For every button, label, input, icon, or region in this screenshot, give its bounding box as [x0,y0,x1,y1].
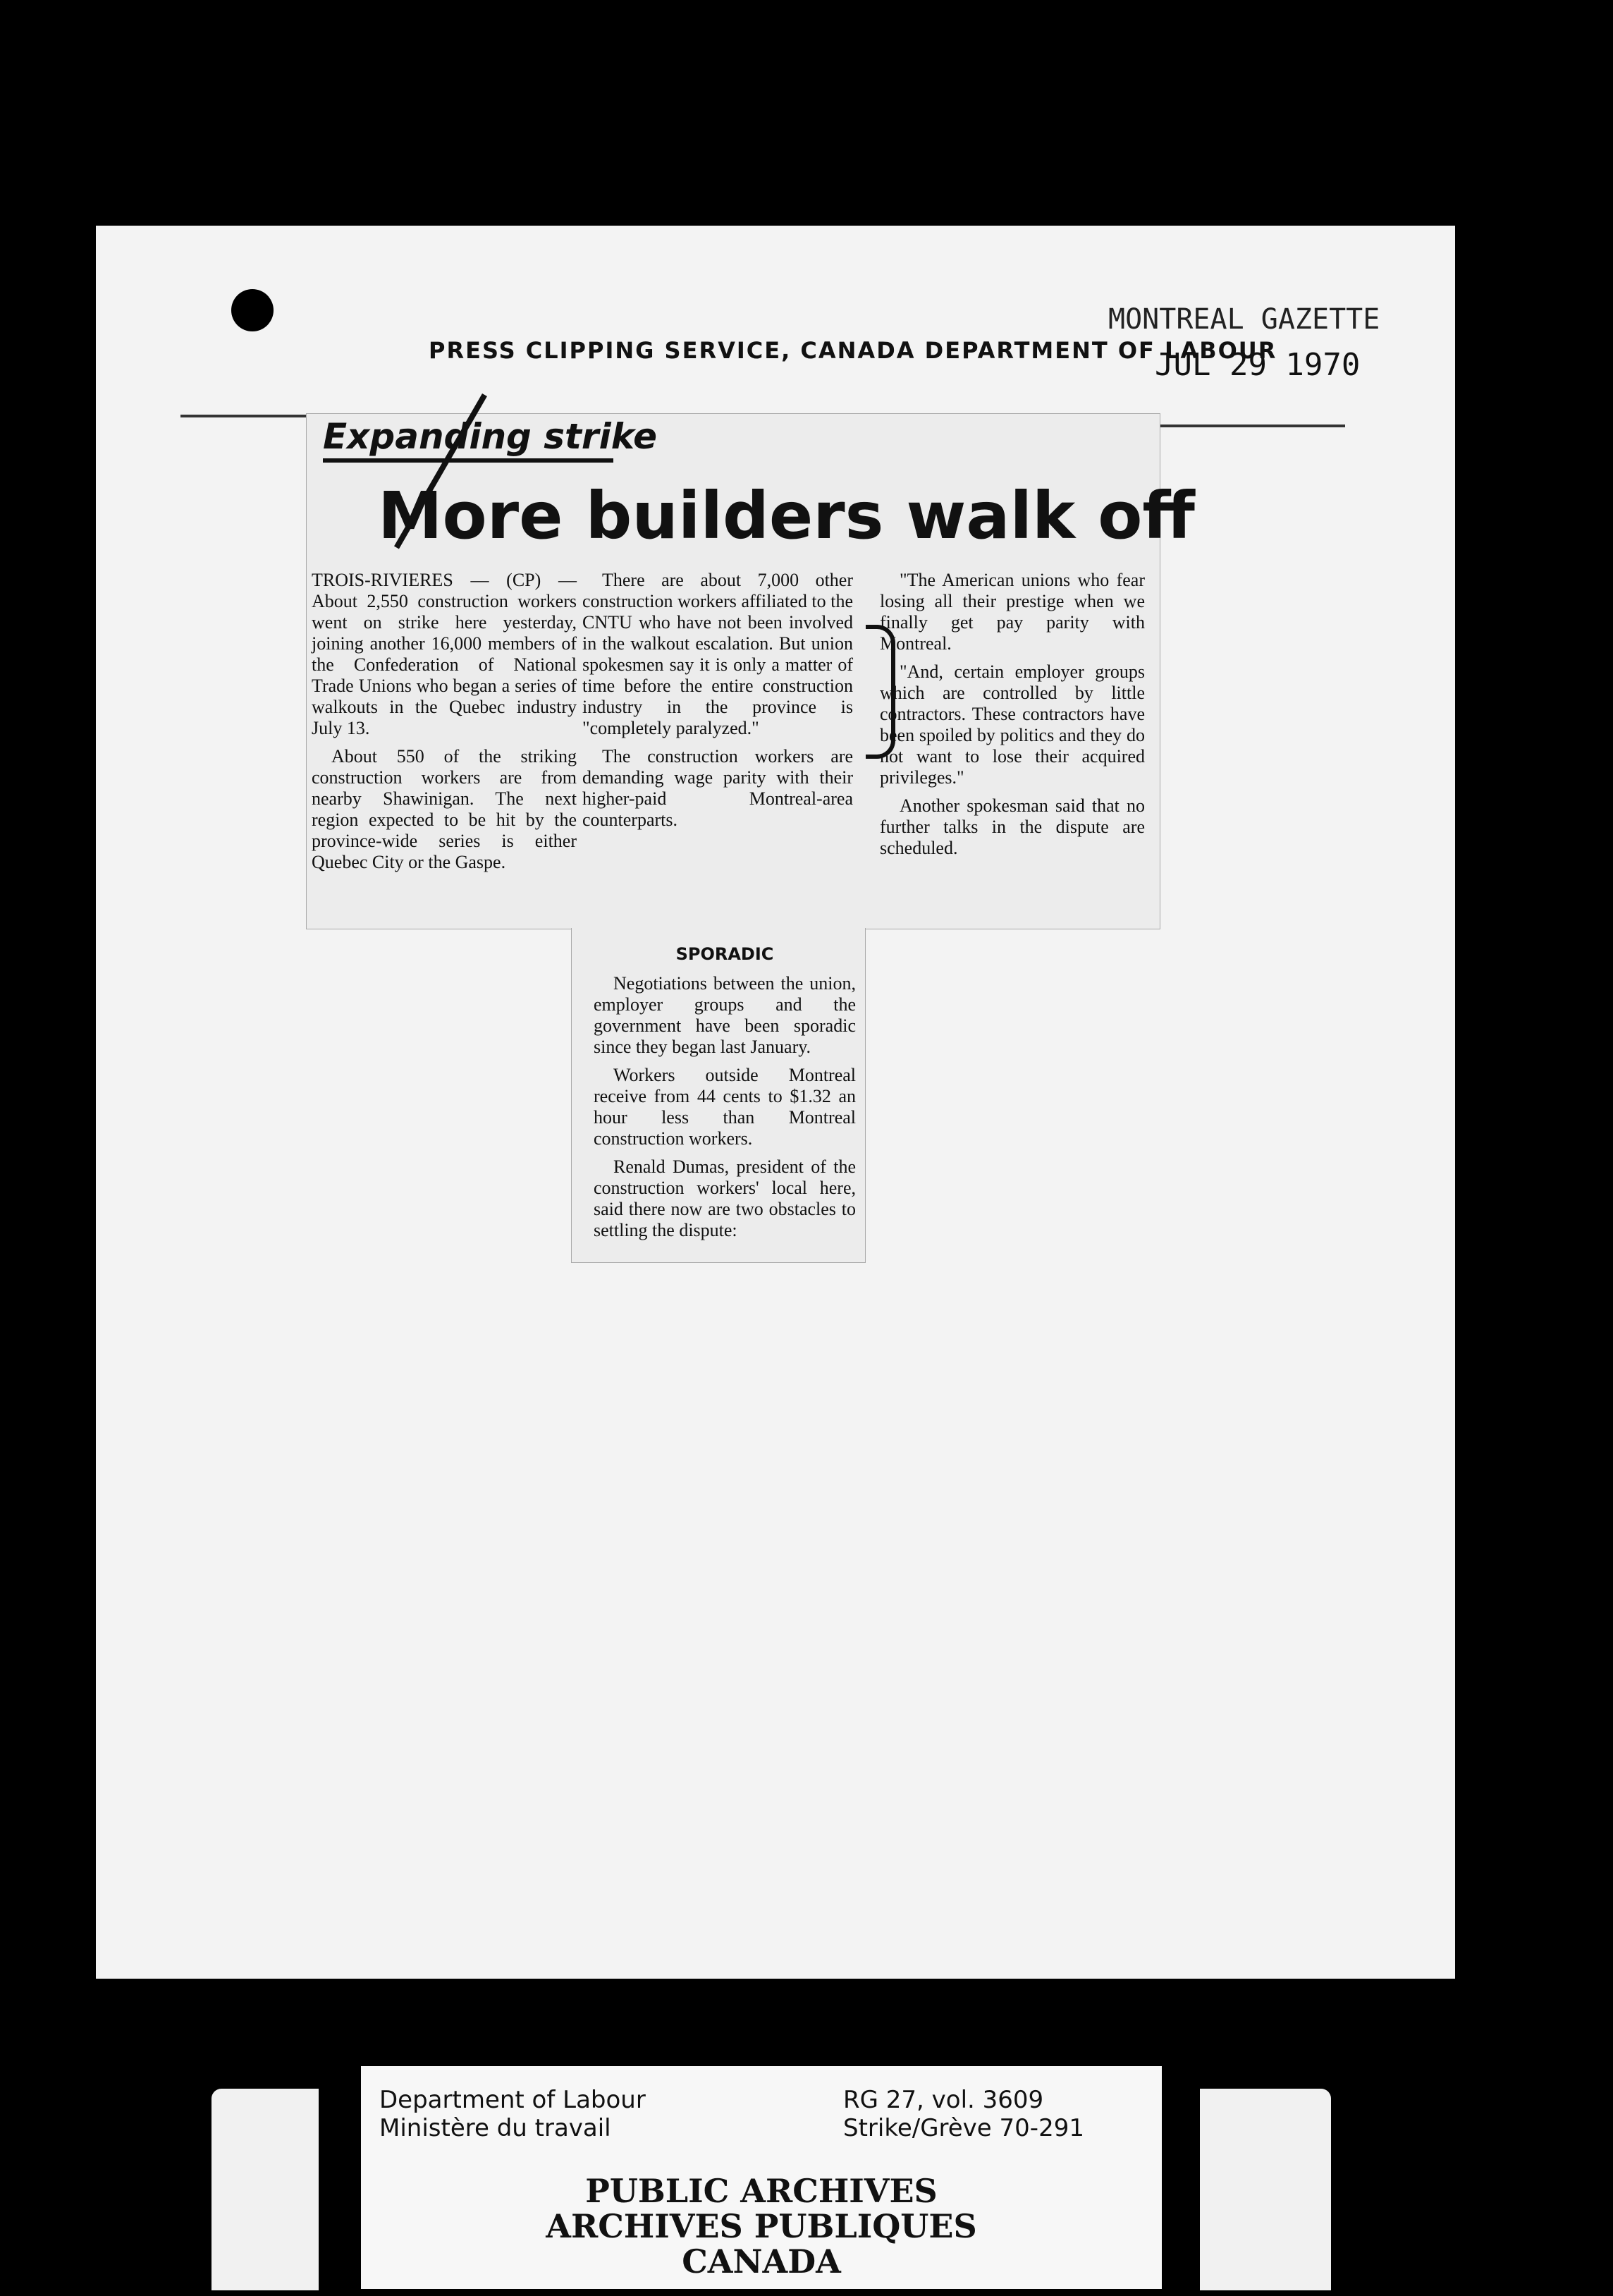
card-tab-right [1200,2089,1331,2290]
card-tab-left [211,2089,319,2290]
public-archives-country: CANADA [682,2242,841,2280]
paragraph: The construction workers are demanding wage parity with their higher-paid Montreal-area counterparts. [582,746,853,830]
record-group-reference: RG 27, vol. 3609 [843,2086,1044,2114]
pen-mark-bracket [866,625,895,759]
article-headline: More builders walk off [378,478,1195,554]
department-french: Ministère du travail [379,2114,611,2142]
paragraph: There are about 7,000 other construction workers affiliated to the CNTU who have not been involved in the walkout escalation. But union spokesmen say it is only a matter of time before the entire construction industry in the province is "completely paralyzed." [582,570,853,738]
article-column-3 [880,570,1145,866]
paragraph: TROIS-RIVIERES — (CP) — About 2,550 construction workers went on strike here yesterday, joining another 16,000 members of the Confederation of National Trade Unions who began a series of walkouts in the Quebec industry July 13. [312,570,577,738]
public-archives-en: PUBLIC ARCHIVES [585,2172,938,2210]
archive-label-card [361,2066,1162,2289]
divider-right [1159,425,1345,427]
article-column-1 [312,570,577,880]
file-number: Strike/Grève 70-291 [843,2114,1084,2142]
publication-stamp: MONTREAL GAZETTE [1108,303,1380,336]
paragraph: About 550 of the striking construction workers are from nearby Shawinigan. The next region expected to be hit by the province-wide series is either Quebec City or the Gaspe. [312,746,577,872]
clipping-sheet [96,226,1455,1979]
subhead: SPORADIC [675,944,774,964]
article-column-2 [582,570,853,838]
paragraph: "The American unions who fear losing all their prestige when we finally get pay parity with Montreal. [880,570,1145,654]
article-column-2-continued [594,935,856,1248]
paragraph: "And, certain employer groups which are controlled by little contractors. These contractors have been spoiled by politics and they do not want to lose their acquired privileges." [880,661,1145,788]
paragraph: Renald Dumas, president of the construction workers' local here, said there now are two obstacles to settling the dispute: [594,1156,856,1240]
paragraph: Another spokesman said that no further talks in the dispute are scheduled. [880,795,1145,858]
kicker-underline [323,458,613,463]
date-stamp: JUL 29 1970 [1155,347,1361,383]
department-english: Department of Labour [379,2086,646,2114]
service-line: PRESS CLIPPING SERVICE, CANADA DEPARTMENT OF LABOUR [429,337,1277,364]
punch-hole [231,289,274,331]
article-kicker: Expanding strike [323,416,658,457]
public-archives-fr: ARCHIVES PUBLIQUES [546,2207,977,2245]
paragraph: Negotiations between the union, employer groups and the government have been sporadic since they began last January. [594,973,856,1057]
paragraph: Workers outside Montreal receive from 44 cents to $1.32 an hour less than Montreal construction workers. [594,1065,856,1149]
